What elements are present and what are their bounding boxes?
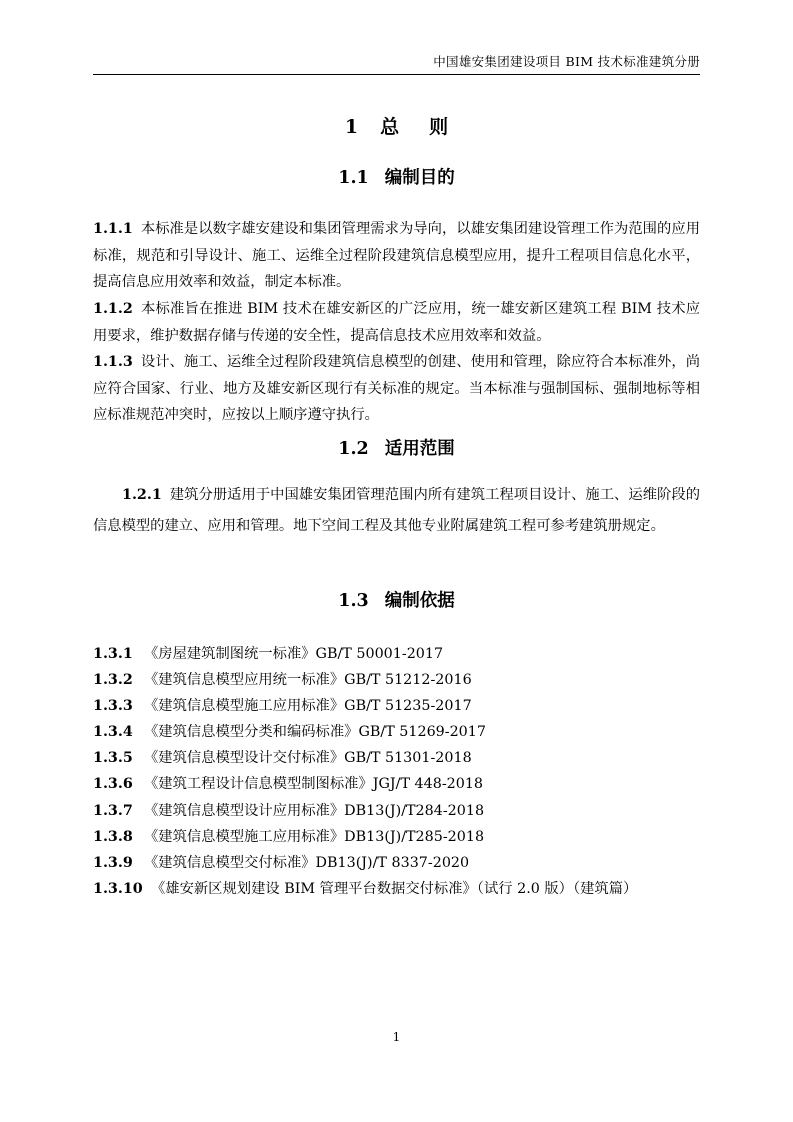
reference-text: 《建筑信息模型分类和编码标准》GB/T 51269-2017: [144, 724, 486, 741]
reference-item: [93, 771, 700, 797]
running-header: 中国雄安集团建设项目 BIM 技术标准建筑分册: [433, 54, 700, 69]
reference-text: 《建筑工程设计信息模型制图标准》JGJ/T 448-2018: [144, 776, 484, 793]
reference-text: 《建筑信息模型交付标准》DB13(J)/T 8337-2020: [144, 854, 470, 871]
page-number: 1: [392, 1030, 401, 1044]
section-title-1-1: [93, 166, 700, 190]
reference-number: 1.3.6: [93, 776, 133, 793]
reference-item: [93, 876, 700, 902]
reference-number: 1.3.1: [93, 646, 133, 662]
clause-1-2-1: [93, 480, 700, 542]
section-number: 1.3: [338, 591, 369, 611]
chapter-name: 总则: [380, 116, 479, 138]
clause-1-1-2: [93, 296, 700, 349]
header-rule: [93, 74, 700, 75]
reference-text: 《建筑信息模型设计应用标准》DB13(J)/T284-2018: [144, 802, 485, 819]
reference-list: [93, 641, 700, 902]
reference-number: 1.3.7: [93, 802, 133, 819]
clause-1-1-1: [93, 216, 700, 296]
reference-number: 1.3.5: [93, 750, 133, 767]
clause-1-1-3: [93, 349, 700, 429]
reference-number: 1.3.3: [93, 698, 133, 715]
chapter-number: 1: [344, 116, 359, 138]
section-title-1-3: [93, 589, 700, 613]
chapter-title: [93, 114, 700, 140]
section-name: 编制目的: [384, 168, 455, 188]
reference-number: 1.3.4: [93, 724, 133, 741]
reference-item: [93, 641, 700, 667]
clause-number: 1.1.2: [93, 301, 133, 317]
clause-text: 建筑分册适用于中国雄安集团管理范围内所有建筑工程项目设计、施工、运维阶段的信息模型的建立、应用和管理。地下空间工程及其他专业附属建筑工程可参考建筑册规定。: [93, 487, 700, 534]
reference-text: 《建筑信息模型应用统一标准》GB/T 51212-2016: [144, 672, 472, 689]
section-title-1-2: [93, 437, 700, 461]
reference-item: [93, 667, 700, 693]
reference-number: 1.3.9: [93, 854, 133, 871]
reference-item: [93, 850, 700, 876]
reference-number: 1.3.10: [93, 880, 143, 897]
section-number: 1.2: [338, 439, 369, 459]
reference-text: 《建筑信息模型设计交付标准》GB/T 51301-2018: [144, 750, 472, 767]
reference-item: [93, 719, 700, 745]
clause-number: 1.1.3: [93, 354, 133, 370]
clause-text: 设计、施工、运维全过程阶段建筑信息模型的创建、使用和管理，除应符合本标准外，尚应符合国家、行业、地方及雄安新区现行有关标准的规定。当本标准与强制国标、强制地标等相应标准规范冲突时，应按以上顺序遵守执行。: [93, 354, 700, 423]
section-number: 1.1: [338, 168, 369, 188]
reference-text: 《建筑信息模型施工应用标准》DB13(J)/T285-2018: [144, 828, 485, 845]
section-name: 编制依据: [384, 591, 455, 611]
clause-text: 本标准旨在推进 BIM 技术在雄安新区的广泛应用，统一雄安新区建筑工程 BIM 技术应用要求，维护数据存储与传递的安全性，提高信息技术应用效率和效益。: [93, 301, 700, 344]
clause-text: 本标准是以数字雄安建设和集团管理需求为导向，以雄安集团建设管理工作为范围的应用标准，规范和引导设计、施工、运维全过程阶段建筑信息模型应用，提升工程项目信息化水平，提高信息应用效率和效益，制定本标准。: [93, 221, 700, 290]
reference-item: [93, 798, 700, 824]
reference-text: 《雄安新区规划建设 BIM 管理平台数据交付标准》（试行 2.0 版）（建筑篇）: [151, 880, 638, 897]
reference-text: 《房屋建筑制图统一标准》GB/T 50001-2017: [144, 646, 444, 662]
reference-item: [93, 745, 700, 771]
reference-item: [93, 824, 700, 850]
section-name: 适用范围: [384, 439, 455, 459]
clause-number: 1.1.1: [93, 221, 133, 237]
clause-number: 1.2.1: [122, 487, 162, 503]
reference-number: 1.3.8: [93, 828, 133, 845]
reference-number: 1.3.2: [93, 672, 133, 689]
reference-text: 《建筑信息模型施工应用标准》GB/T 51235-2017: [144, 698, 472, 715]
reference-item: [93, 693, 700, 719]
